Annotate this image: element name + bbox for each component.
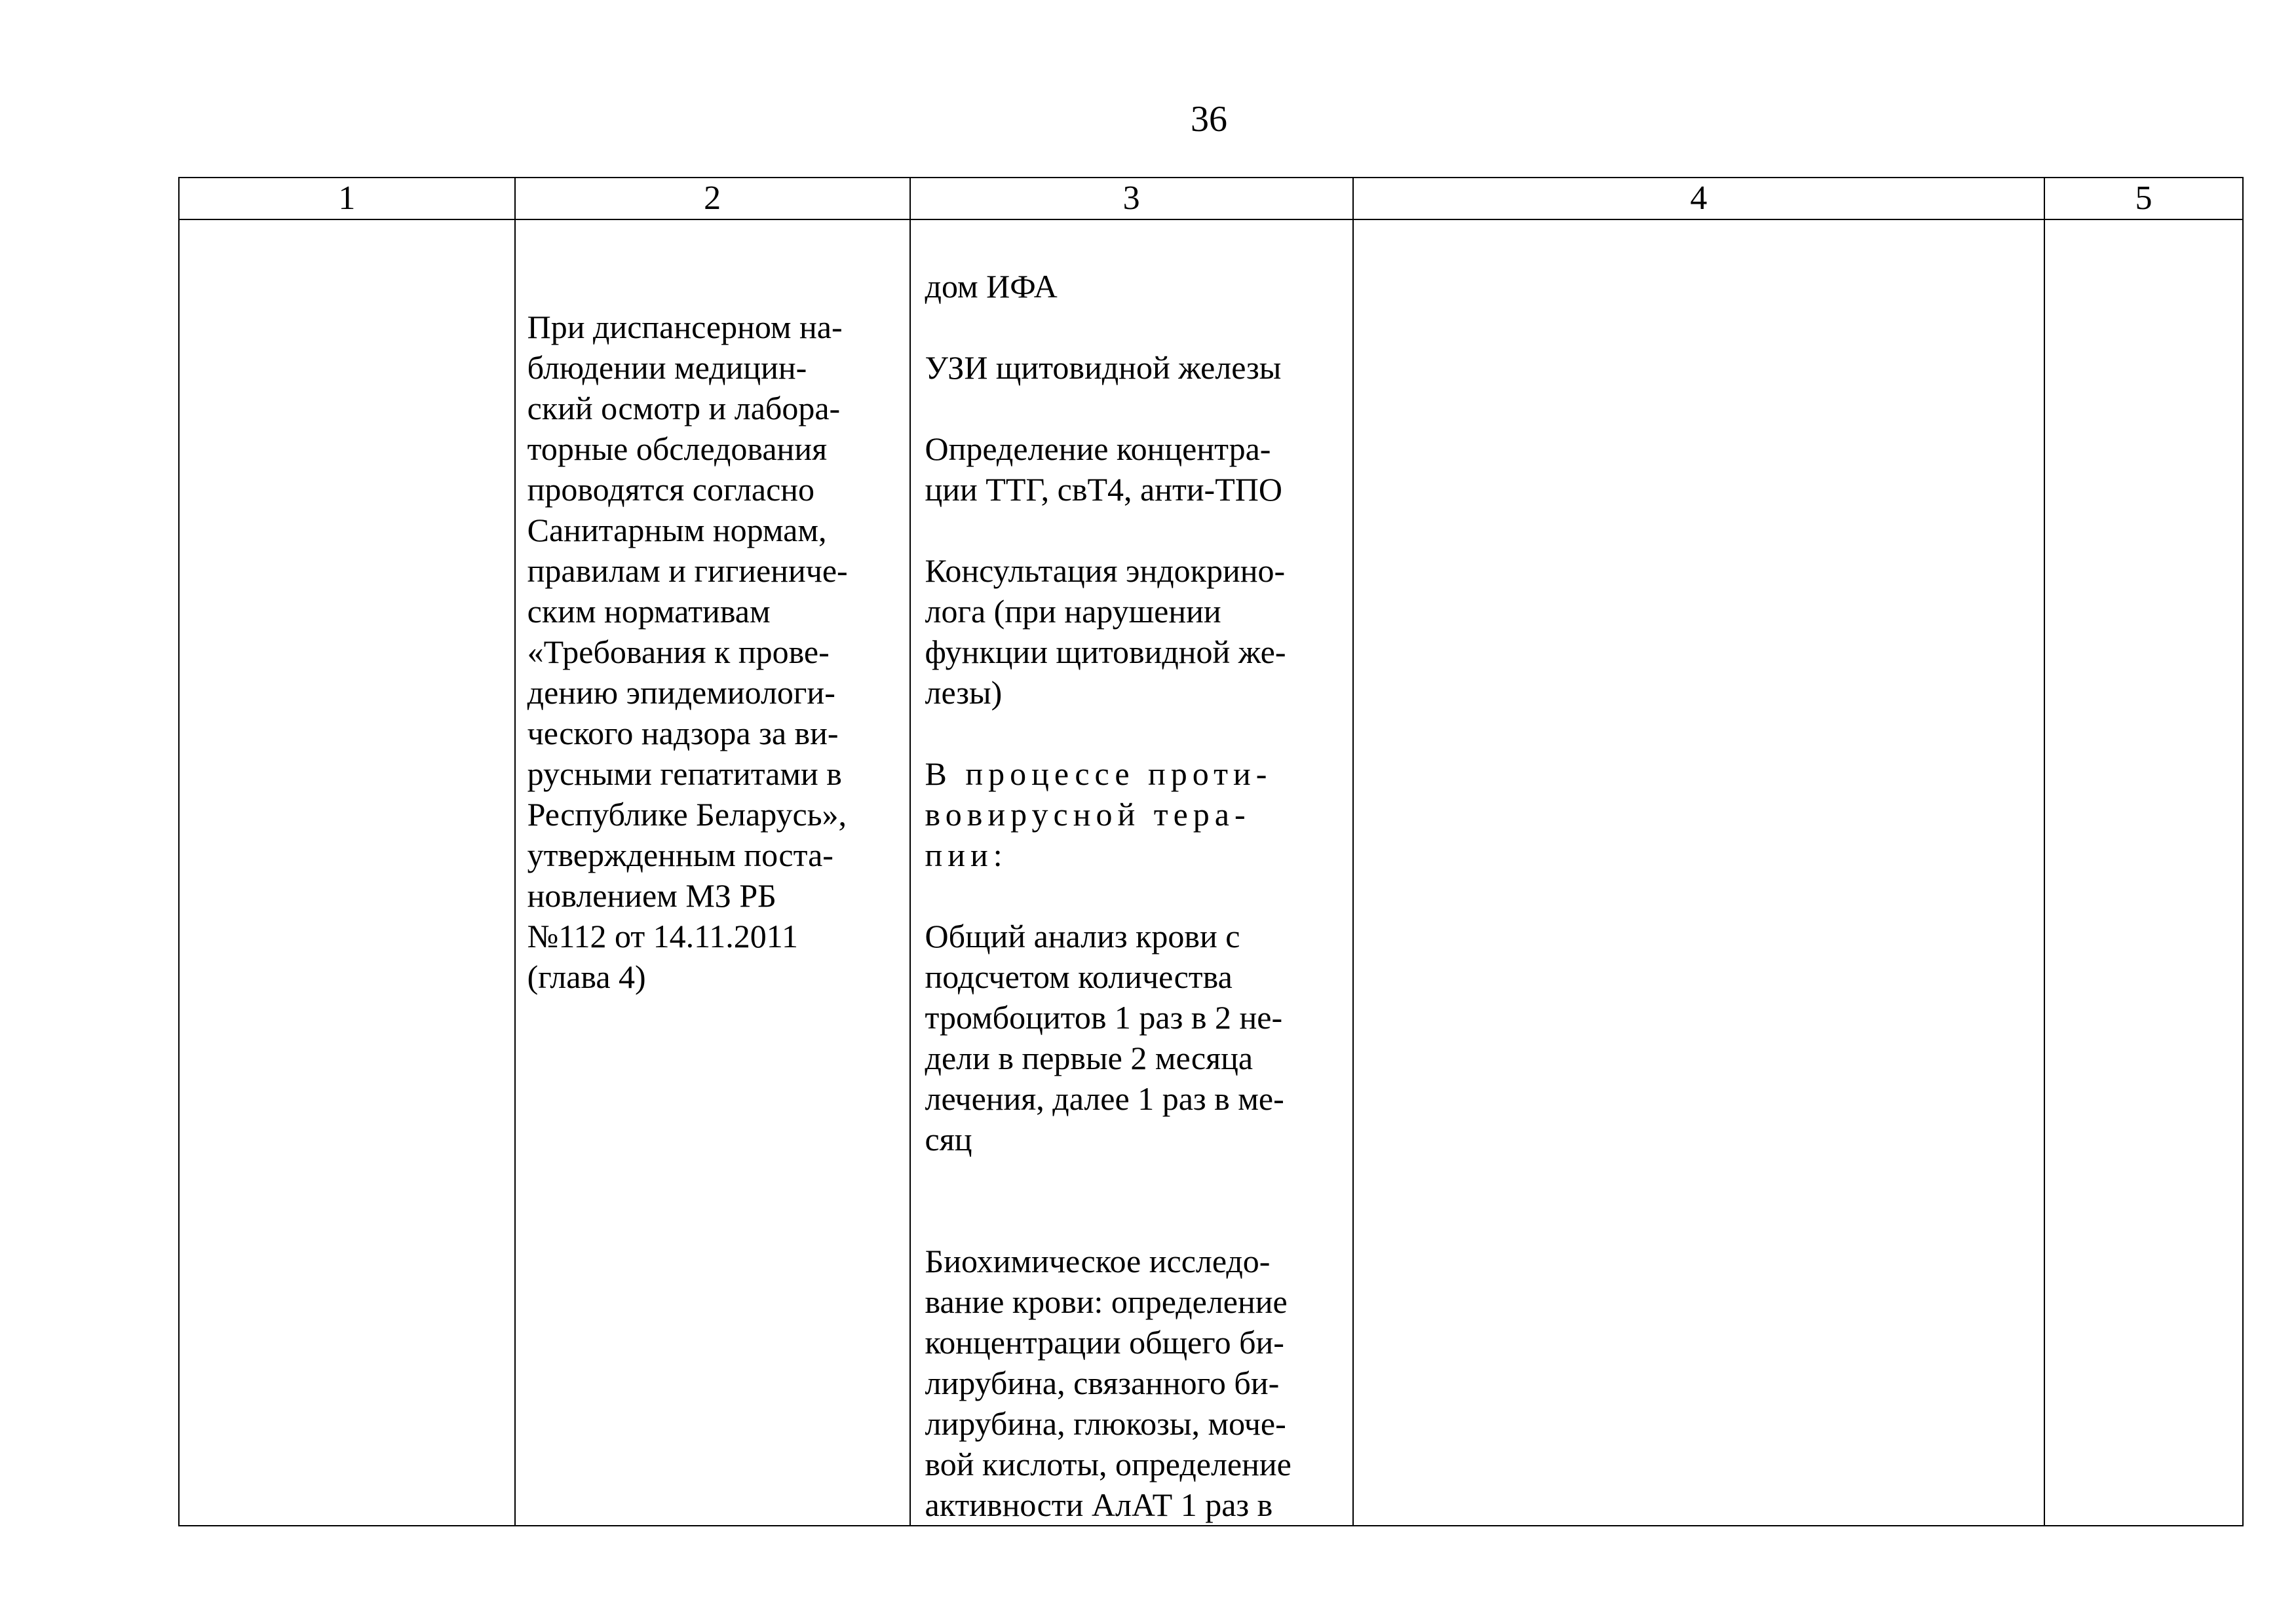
cell-col-4: [1353, 219, 2044, 1526]
header-col-4: 4: [1353, 178, 2044, 219]
antiviral-therapy-heading: В процессе проти- вовирусной тера- пии:: [925, 755, 1272, 873]
header-col-2: 2: [515, 178, 910, 219]
cell-col-2: [515, 219, 910, 1526]
examinations-text-top: дом ИФА УЗИ щитовидной железы Определение концентра- ции ТТГ, свТ4, анти-ТПО Консультация эндокрино- лога (при нарушении функции щитовидной же- лезы): [925, 268, 1286, 711]
table-row: [179, 219, 2243, 1526]
dispensary-observation-text: При диспансерном на- блюдении медицин- ский осмотр и лабора- торные обследования проводятся согласно Санитарным нормам, правилам и гигиениче- ским нормативам «Требования к прове- дению эпидемиологи- ческого надзора за ви- русными гепатитами в Республике Беларусь», утвержденным поста- новлением МЗ РБ №112 от 14.11.2011 (глава 4): [527, 309, 848, 995]
header-col-5: 5: [2044, 178, 2243, 219]
cell-col-5: [2044, 219, 2243, 1526]
header-col-3: 3: [910, 178, 1353, 219]
examinations-text-bottom: Общий анализ крови с подсчетом количества тромбоцитов 1 раз в 2 не- дели в первые 2 месяца лечения, далее 1 раз в ме- сяц Биохимическое исследо- вание крови: определение концентрации общего би- лирубина, связанного би- лирубина, глюкозы, моче- вой кислоты, определение активности АлАТ 1 раз в: [925, 918, 1292, 1523]
cell-col-3: [910, 219, 1353, 1526]
header-col-1: 1: [179, 178, 515, 219]
cell-col-1: [179, 219, 515, 1526]
document-table: [178, 177, 2244, 1526]
table-header-row: [179, 178, 2243, 219]
page-number: 36: [1191, 99, 1227, 140]
